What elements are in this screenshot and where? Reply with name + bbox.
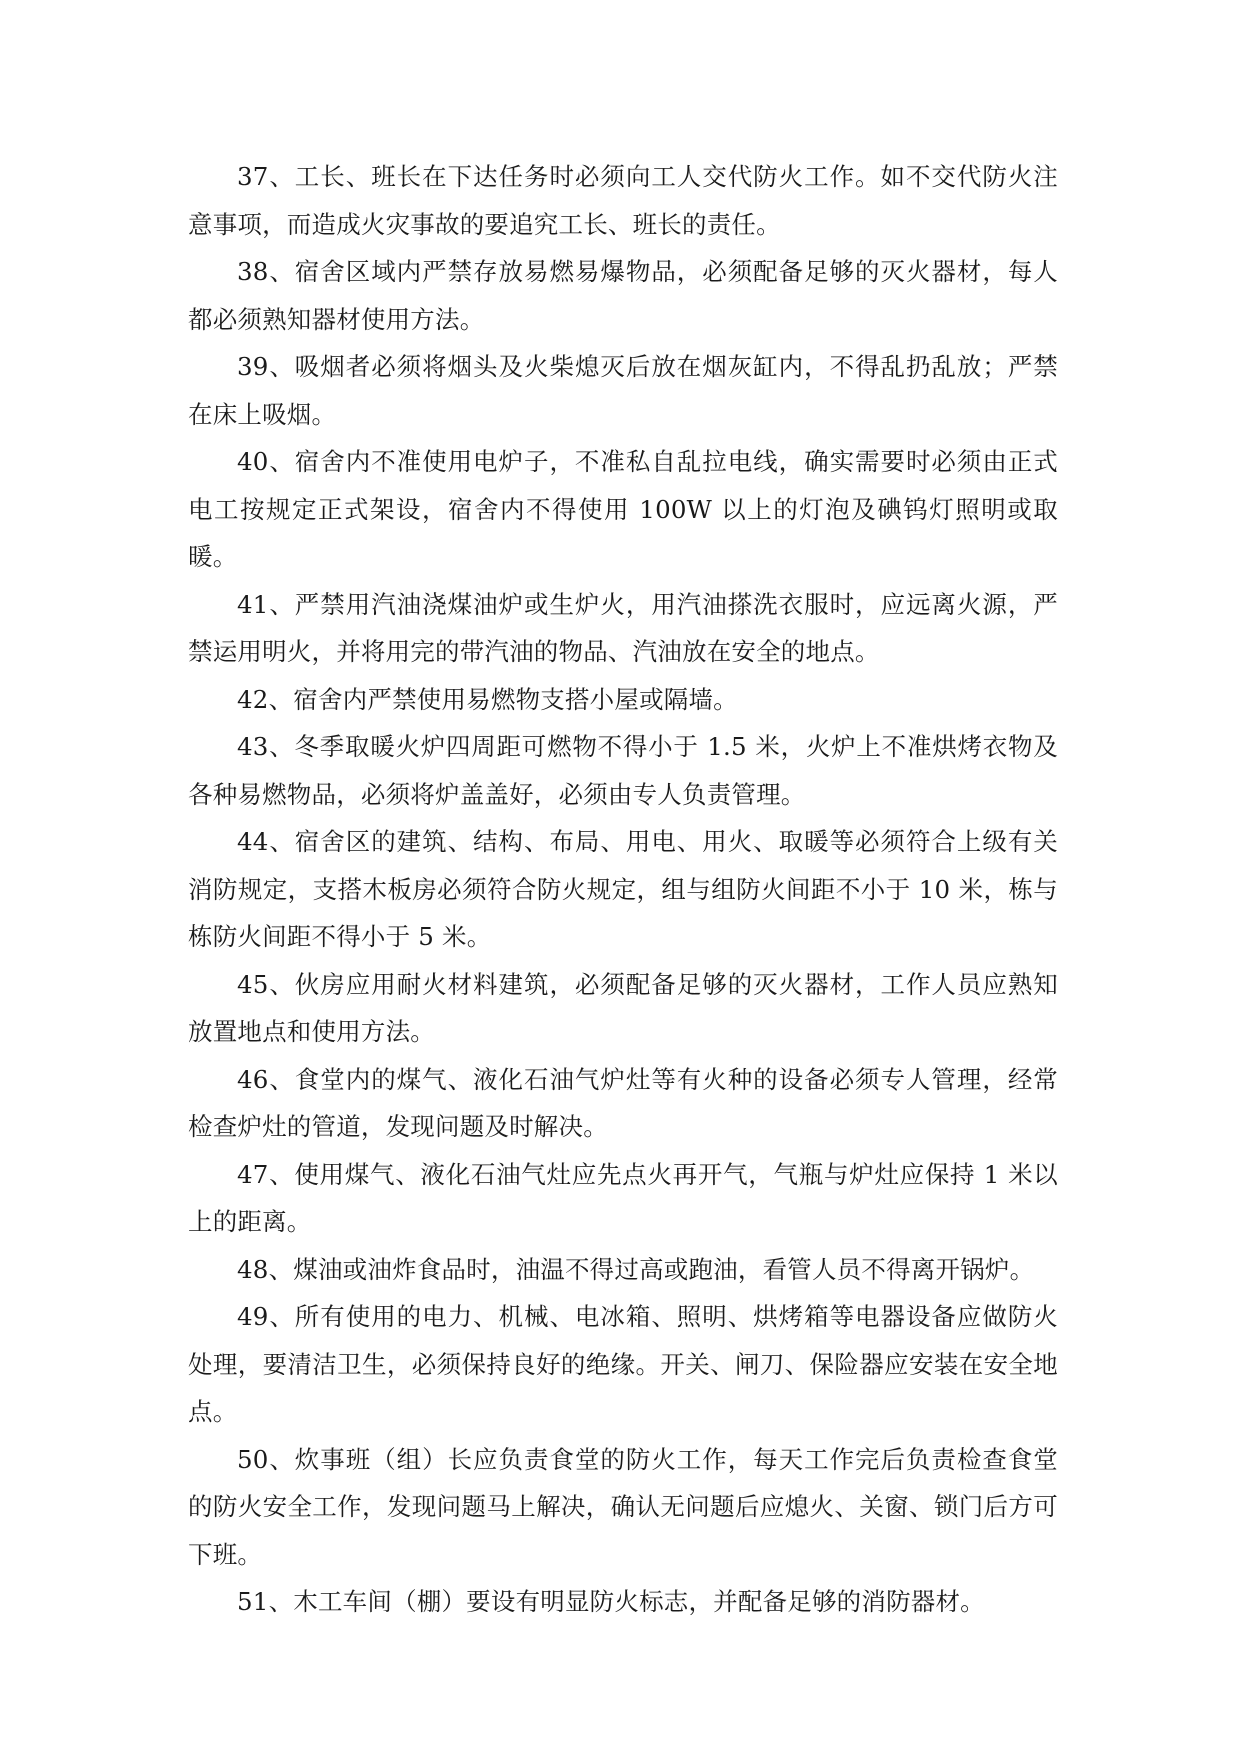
document-body: [188, 153, 1058, 1626]
paragraph-45: 45、伙房应用耐火材料建筑，必须配备足够的灭火器材，工作人员应熟知放置地点和使用方法。: [188, 969, 1058, 1046]
paragraph-39: 39、吸烟者必须将烟头及火柴熄灭后放在烟灰缸内，不得乱扔乱放；严禁在床上吸烟。: [188, 352, 1058, 429]
paragraph-37: 37、工长、班长在下达任务时必须向工人交代防火工作。如不交代防火注意事项，而造成火灾事故的要追究工长、班长的责任。: [188, 162, 1058, 239]
paragraph-43: 43、冬季取暖火炉四周距可燃物不得小于 1.5 米，火炉上不准烘烤衣物及各种易燃物品，必须将炉盖盖好，必须由专人负责管理。: [188, 732, 1058, 809]
paragraph-50: 50、炊事班（组）长应负责食堂的防火工作，每天工作完后负责检查食堂的防火安全工作，发现问题马上解决，确认无问题后应熄火、关窗、锁门后方可下班。: [188, 1444, 1058, 1569]
paragraph-41: 41、严禁用汽油浇煤油炉或生炉火，用汽油搽洗衣服时，应远离火源，严禁运用明火，并将用完的带汽油的物品、汽油放在安全的地点。: [188, 589, 1058, 666]
paragraph-49: 49、所有使用的电力、机械、电冰箱、照明、烘烤箱等电器设备应做防火处理，要清洁卫生，必须保持良好的绝缘。开关、闸刀、保险器应安装在安全地点。: [188, 1302, 1058, 1426]
paragraph-47: 47、使用煤气、液化石油气灶应先点火再开气，气瓶与炉灶应保持 1 米以上的距离。: [188, 1159, 1058, 1236]
paragraph-51: 51、木工车间（棚）要设有明显防火标志，并配备足够的消防器材。: [237, 1587, 985, 1616]
paragraph-40: 40、宿舍内不准使用电炉子，不准私自乱拉电线，确实需要时必须由正式电工按规定正式架设，宿舍内不得使用 100W 以上的灯泡及碘钨灯照明或取暖。: [188, 447, 1058, 571]
paragraph-38: 38、宿舍区域内严禁存放易燃易爆物品，必须配备足够的灭火器材，每人都必须熟知器材使用方法。: [188, 257, 1058, 334]
paragraph-46: 46、食堂内的煤气、液化石油气炉灶等有火种的设备必须专人管理，经常检查炉灶的管道，发现问题及时解决。: [188, 1064, 1058, 1141]
paragraph-44: 44、宿舍区的建筑、结构、布局、用电、用火、取暖等必须符合上级有关消防规定，支搭木板房必须符合防火规定，组与组防火间距不小于 10 米，栋与栋防火间距不得小于 5 米。: [188, 827, 1058, 951]
paragraph-48: 48、煤油或油炸食品时，油温不得过高或跑油，看管人员不得离开锅炉。: [237, 1254, 1035, 1284]
paragraph-42: 42、宿舍内严禁使用易燃物支搭小屋或隔墙。: [237, 684, 738, 714]
